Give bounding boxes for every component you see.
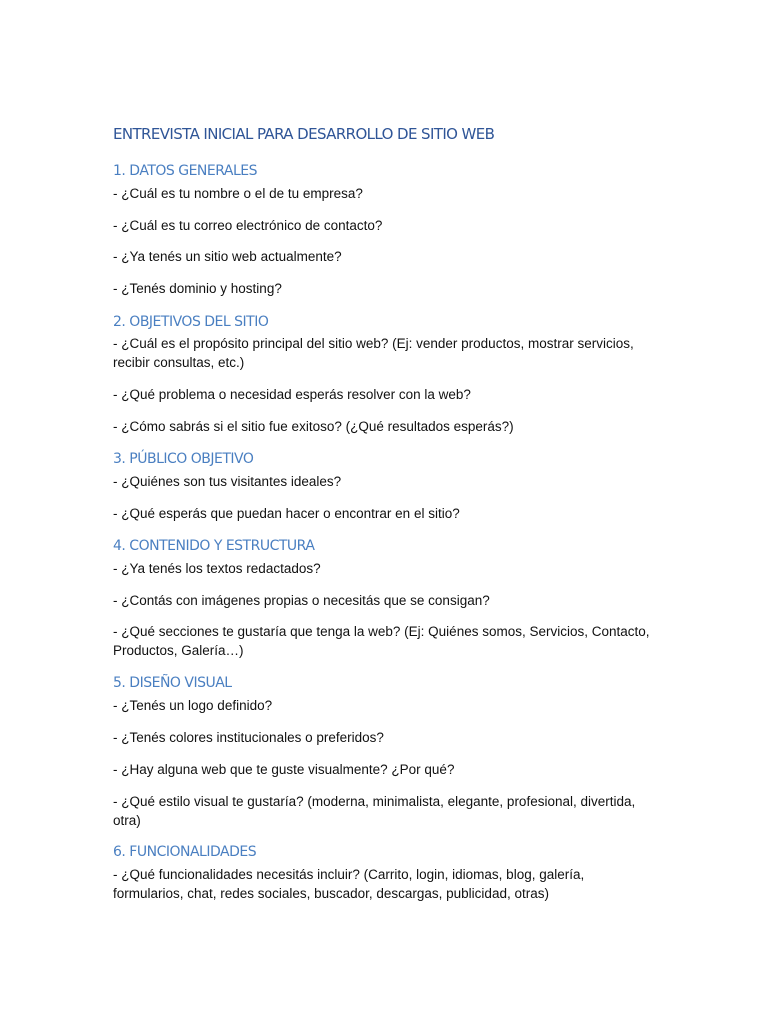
question-item: - ¿Cuál es tu nombre o el de tu empresa? <box>113 186 363 201</box>
question-item: - ¿Tenés dominio y hosting? <box>113 281 282 296</box>
question-item: - ¿Quiénes son tus visitantes ideales? <box>113 474 342 489</box>
question-item: - ¿Contás con imágenes propias o necesitás que se consigan? <box>113 593 490 608</box>
section-heading-datos-generales: 1. DATOS GENERALES <box>113 163 258 179</box>
question-item: - ¿Ya tenés los textos redactados? <box>113 561 321 576</box>
question-item: - ¿Ya tenés un sitio web actualmente? <box>113 249 342 264</box>
section-heading-funcionalidades: 6. FUNCIONALIDADES <box>113 844 257 860</box>
section-heading-publico-objetivo: 3. PÚBLICO OBJETIVO <box>113 451 254 467</box>
question-item: - ¿Qué funcionalidades necesitás incluir? (Carrito, login, idiomas, blog, galería, formularios, chat, redes sociales, buscador, descargas, publicidad, otras) <box>113 867 585 901</box>
document-title: ENTREVISTA INICIAL PARA DESARROLLO DE SITIO WEB <box>113 125 495 143</box>
section-heading-contenido-y-estructura: 4. CONTENIDO Y ESTRUCTURA <box>113 538 315 554</box>
question-item: - ¿Qué secciones te gustaría que tenga la web? (Ej: Quiénes somos, Servicios, Contacto, Productos, Galería…) <box>113 624 650 658</box>
question-item: - ¿Cuál es tu correo electrónico de contacto? <box>113 218 383 233</box>
section-heading-objetivos-del-sitio: 2. OBJETIVOS DEL SITIO <box>113 314 269 330</box>
question-item: - ¿Tenés un logo definido? <box>113 698 273 713</box>
question-item: - ¿Hay alguna web que te guste visualmente? ¿Por qué? <box>113 762 455 777</box>
question-item: - ¿Qué problema o necesidad esperás resolver con la web? <box>113 387 471 402</box>
question-item: - ¿Cómo sabrás si el sitio fue exitoso? (¿Qué resultados esperás?) <box>113 419 514 434</box>
question-item: - ¿Qué esperás que puedan hacer o encontrar en el sitio? <box>113 506 460 521</box>
section-heading-diseno-visual: 5. DISEÑO VISUAL <box>113 675 232 691</box>
question-item: - ¿Cuál es el propósito principal del sitio web? (Ej: vender productos, mostrar servicios, recibir consultas, etc.) <box>113 336 634 370</box>
question-item: - ¿Tenés colores institucionales o preferidos? <box>113 730 384 745</box>
question-item: - ¿Qué estilo visual te gustaría? (moderna, minimalista, elegante, profesional, divertida, otra) <box>113 794 636 828</box>
